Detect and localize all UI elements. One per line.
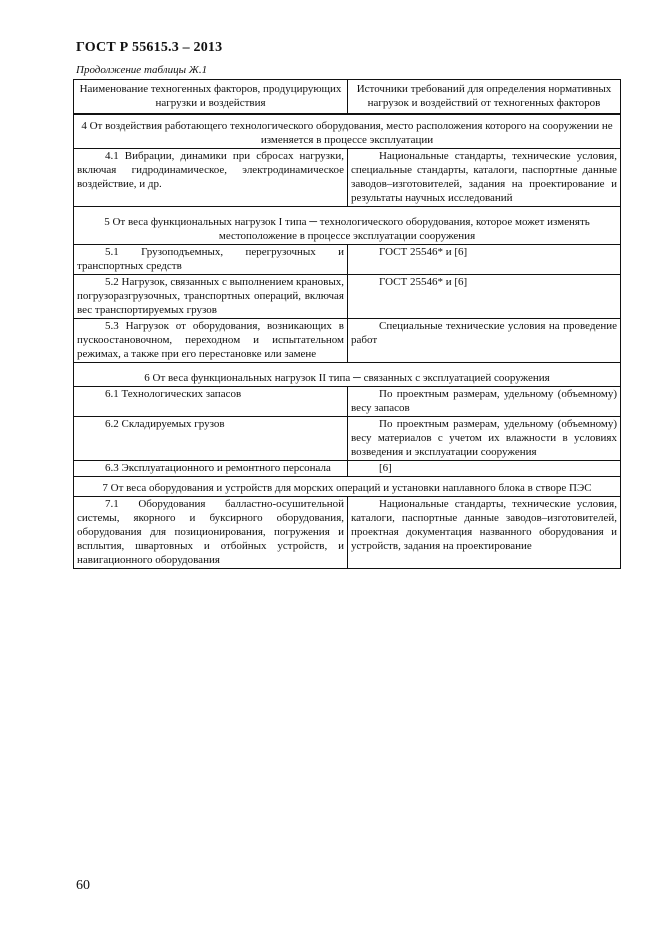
requirements-table [73, 79, 621, 569]
source-cell: Национальные стандарты, технические условия, каталоги, паспортные данные заводов–изготовителей, проектная документация названного оборудования и устройств, задания на проектирование [348, 497, 621, 569]
page-number: 60 [76, 878, 90, 893]
table-row [74, 245, 621, 275]
source-cell: По проектным размерам, удельному (объемному) весу материалов с учетом их влажности в условиях возведения и эксплуатации сооружения [348, 417, 621, 461]
factor-cell: 7.1 Оборудования балластно-осушительной системы, якорного и буксирного оборудования, оборудования для позиционирования, погружения и всплытия, швартовных и отбойных устройств, и навигационного оборудования [74, 497, 348, 569]
section-title: 6 От веса функциональных нагрузок II типа ─ связанных с эксплуатацией сооружения [74, 363, 621, 387]
source-cell: По проектным размерам, удельному (объемному) весу запасов [348, 387, 621, 417]
table-row [74, 497, 621, 569]
source-cell: Специальные технические условия на проведение работ [348, 319, 621, 363]
section-row [74, 363, 621, 387]
section-title: 4 От воздействия работающего технологического оборудования, место расположения которого на сооружении не изменяется в процессе эксплуатации [74, 114, 621, 149]
section-row [74, 114, 621, 149]
section-row [74, 477, 621, 497]
source-cell: ГОСТ 25546* и [6] [348, 245, 621, 275]
factor-cell: 6.2 Складируемых грузов [74, 417, 348, 461]
factor-cell: 5.2 Нагрузок, связанных с выполнением крановых, погрузоразгрузочных, транспортных операций, включая вес транспортируемых грузов [74, 275, 348, 319]
section-title: 5 От веса функциональных нагрузок I типа ─ технологического оборудования, которое может изменять местоположение в процессе эксплуатации сооружения [74, 207, 621, 245]
table-row [74, 275, 621, 319]
column-header-source: Источники требований для определения нормативных нагрузок и воздействий от техногенных факторов [348, 80, 621, 115]
factor-cell: 4.1 Вибрации, динамики при сбросах нагрузки, включая гидродинамическое, электродинамическое воздействие, и др. [74, 149, 348, 207]
source-cell: [6] [348, 461, 621, 477]
factor-cell: 6.3 Эксплуатационного и ремонтного персонала [74, 461, 348, 477]
table-row [74, 417, 621, 461]
table-row [74, 319, 621, 363]
source-cell: Национальные стандарты, технические условия, специальные стандарты, каталоги, паспортные данные заводов–изготовителей, задания на проектирование и результаты научных исследований [348, 149, 621, 207]
table-header-row [74, 80, 621, 115]
section-title: 7 От веса оборудования и устройств для морских операций и установки наплавного блока в створе ПЭС [74, 477, 621, 497]
factor-cell: 5.3 Нагрузок от оборудования, возникающих в пускоостановочном, переходном и испытательном режимах, а также при его перестановке или замене [74, 319, 348, 363]
table-continuation-caption: Продолжение таблицы Ж.1 [76, 64, 208, 76]
table-row [74, 387, 621, 417]
table-row [74, 149, 621, 207]
document-code: ГОСТ Р 55615.3 – 2013 [76, 40, 223, 55]
table-row [74, 461, 621, 477]
source-cell: ГОСТ 25546* и [6] [348, 275, 621, 319]
column-header-factor: Наименование техногенных факторов, продуцирующих нагрузки и воздействия [74, 80, 348, 115]
section-row [74, 207, 621, 245]
factor-cell: 5.1 Грузоподъемных, перегрузочных и транспортных средств [74, 245, 348, 275]
factor-cell: 6.1 Технологических запасов [74, 387, 348, 417]
